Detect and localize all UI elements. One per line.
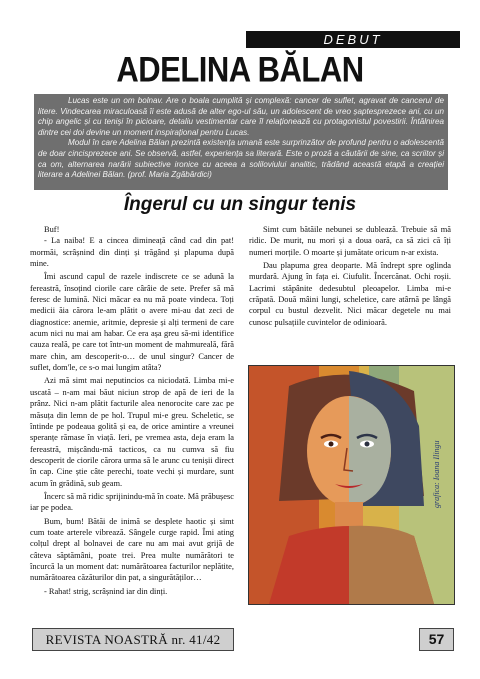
story-paragraph: Simt cum bătăile nebunei se dublează. Trebuie să mă ridic. De murit, nu mori și a doua oară, ca să zici că îți numeri morțile. O moarte și jumătate oricum n-ar exista. [249,225,451,257]
story-paragraph: Buf! [44,225,60,234]
intro-paragraph: Modul în care Adelina Bălan prezintă existența umană este surprinzător de profund pentru o adolescentă de doar cincisprezece ani. Se observă, astfel, experiența sa literară. Este o proză a căutării de sine, ca scriitor și ca om, alternarea narării subiective ironice cu aceea a soliloviului analitic, trădând această etapă a creației literare a Adelinei Bălan. (prof. Maria Zgăbârdici) [38,138,444,180]
story-paragraph: - Rahat! strig, scrâșnind iar din dinți. [44,586,168,596]
intro-box [34,94,448,190]
story-paragraph: Bum, bum! Bătăi de inimă se desplete haotic și simt cum toate arterele vibrează. Sângele curge rapid. Îmi ating colțul drept al bolnavei de care nu am mai avut grijă de câteva săptămâni, poate trei. Prea multe numărători te încurcă la un moment dat: numărătoarea facturilor neplătite, numărătoarea căzăturilor din pat, a singurătăților… [30,516,234,583]
story-paragraph: Încerc să mă ridic sprijinindu-mă în coate. Mă prăbușesc iar pe podea. [30,491,234,513]
page-number: 57 [419,628,454,651]
magazine-issue: REVISTA NOASTRĂ nr. 41/42 [32,628,234,651]
section-label: DEBUT [246,31,460,48]
illustration-painting [248,365,455,605]
story-right-column [249,224,451,328]
author-name: ADELINA BĂLAN [116,49,364,90]
story-paragraph: Îmi ascund capul de razele indiscrete ce se adună la fereastră, însoțind ciorile care cârâie de sete. Prefer să mă feresc de lumină. Nici măcar ea nu mă poate vindeca. Toți medicii ăia cărora le-am plătit o avere mi-au dat zeci de diagnostice: anemie, aritmie, depresie și alți termeni de care acum nici nu mai am habar. Ce era așa greu să-mi identifice cauza reală, pe care tot într-un moment de mahmureală, fără mare chin, am descoperit-o… de unul singur? Cancer de suflet, dom'le, ce s-o mai lungim atâta? [30,272,234,373]
story-paragraph: Dau plapuma grea deoparte. Mă îndrept spre oglinda murdară. Ajung în fața ei. Ciufulit. Încercănat. Ochi roșii. Lacrimi stăpânite dedesubtul pleoapelor. Limba mi-e crăpată. Două mâini lungi, scheletice, care atârnă pe lângă corpul cu bustul dezvelit. Nici măcar degetele nu mai cunosc pulsațiile cuvintelor de odinioară. [249,261,451,327]
story-title: Îngerul cu un singur tenis [123,194,357,215]
illustration-credit: grafica: Ioana Ilingu [432,440,441,508]
story-paragraph: - La naiba! E a cincea dimineață când cad din pat! mormăi, scrâșnind din dinți și trăgând și plapuma după mine. [30,236,234,269]
story-paragraph: Azi mă simt mai neputincios ca niciodată. Limba mi-e uscată – n-am mai băut niciun strop de apă de ieri de la prânz. Nici n-am plătit facturile alea nenorocite care zac pe măsuța din lemn de pe hol. Trupul mi-e greu. Scheletic, se întinde pe podeaua golită și ea, de orice amintire a vreunei speranțe rămase în viață. Ieri, pe vremea asta, deja eram la fereastră, mișcându-mă tacticos, ca nu cumva să fiu descoperit de ciorile cărora urma să le arunc cu tenișii direct în cap. Cine știe câte perechi, toate vechi și murdare, sunt acum în grădină, sub geam. [30,376,234,488]
story-left-column [30,224,234,597]
intro-paragraph: Lucas este un om bolnav. Are o boala cumplită și complexă: cancer de suflet, agravat de cancerul de litere. Vindecarea miraculoasă îi este adusă de alter ego-ul său, un adolescent de vreo șaptesprezece ani, cu un chip angelic și cu tenişi în picioare, detaliu vestimentar care îl relaționează cu protagonistul povestirii. Întâlnirea dintre cei doi devine un moment inspirațional pentru Lucas. [38,96,444,137]
